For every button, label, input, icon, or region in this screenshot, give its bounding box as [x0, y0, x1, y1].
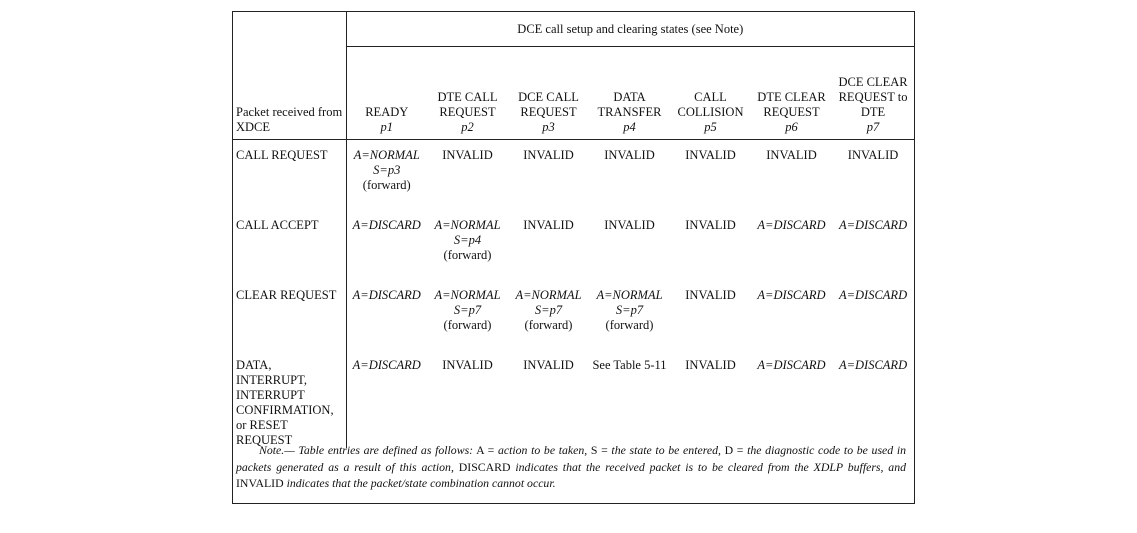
- column-header: [427, 47, 508, 140]
- packet-label: CALL ACCEPT: [233, 210, 346, 280]
- note-g: DISCARD: [453, 459, 516, 474]
- cell-line: S=p7: [534, 303, 563, 317]
- table-note: [236, 442, 906, 492]
- note-c: , S =: [584, 443, 612, 457]
- column-header: [346, 47, 427, 140]
- state-cell: [427, 140, 508, 211]
- state-cell: [346, 280, 427, 350]
- state-cell: [508, 140, 589, 211]
- cell-line: A=NORMAL: [434, 218, 501, 232]
- state-table-grid: [233, 12, 914, 448]
- cell-line: INVALID: [523, 358, 574, 372]
- cell-line: INVALID: [604, 218, 655, 232]
- packet-label: CALL REQUEST: [233, 140, 346, 211]
- state-cell: [670, 210, 751, 280]
- state-cell: [832, 280, 914, 350]
- state-cell: [589, 140, 670, 211]
- cell-line: INVALID: [766, 148, 817, 162]
- cell-line: (forward): [443, 248, 492, 262]
- cell-line: INVALID: [442, 148, 493, 162]
- column-header-code: p5: [704, 120, 717, 134]
- corner-cell: [233, 12, 346, 47]
- cell-line: INVALID: [523, 148, 574, 162]
- cell-line: A=DISCARD: [838, 218, 908, 232]
- state-cell: [346, 140, 427, 211]
- cell-line: A=NORMAL: [434, 288, 501, 302]
- packet-label: CLEAR REQUEST: [233, 280, 346, 350]
- column-header-name: DTE CALL REQUEST: [437, 90, 498, 119]
- cell-line: (forward): [605, 318, 654, 332]
- cell-line: INVALID: [685, 148, 736, 162]
- column-header: [670, 47, 751, 140]
- cell-line: INVALID: [847, 148, 899, 162]
- column-header-code: p7: [866, 120, 880, 134]
- note-h: indicates that the received packet is to be cleared from the XDLP buffers, and: [515, 459, 906, 474]
- column-header-code: p1: [380, 120, 393, 134]
- table-row: [233, 140, 914, 211]
- state-cell: [751, 140, 832, 211]
- note-f: the diagnostic code to be used in packets generated as a result of this action,: [236, 443, 907, 474]
- state-cell: [670, 140, 751, 211]
- packet-label: DATA, INTERRUPT, INTERRUPT CONFIRMATION, or RESET REQUEST: [233, 350, 346, 448]
- column-header-name: DATA TRANSFER: [597, 90, 662, 119]
- cell-line: (forward): [443, 318, 492, 332]
- column-header-name: CALL COLLISION: [677, 90, 744, 119]
- note-i: INVALID: [236, 476, 287, 490]
- state-cell: [751, 210, 832, 280]
- cell-line: A=NORMAL: [515, 288, 582, 302]
- note-j: indicates that the packet/state combination cannot occur.: [286, 476, 556, 490]
- cell-line: A=DISCARD: [352, 218, 421, 232]
- cell-line: A=DISCARD: [838, 358, 908, 372]
- cell-line: INVALID: [442, 358, 493, 372]
- state-cell: [751, 280, 832, 350]
- cell-line: S=p4: [453, 233, 482, 247]
- table-row: [233, 210, 914, 280]
- column-header-code: p6: [785, 120, 798, 134]
- state-cell: [589, 280, 670, 350]
- cell-line: INVALID: [523, 218, 574, 232]
- note-prefix: Note.— Table entries are defined as follows:: [259, 443, 474, 457]
- column-header-name: DTE CLEAR REQUEST: [757, 90, 826, 119]
- cell-line: INVALID: [685, 288, 736, 302]
- state-cell: [670, 280, 751, 350]
- column-header-code: p3: [542, 120, 555, 134]
- column-header-name: READY: [365, 105, 409, 119]
- cell-line: INVALID: [685, 218, 736, 232]
- cell-line: A=NORMAL: [596, 288, 663, 302]
- cell-line: S=p3: [373, 163, 401, 177]
- state-cell: [832, 210, 914, 280]
- cell-line: S=p7: [615, 303, 644, 317]
- state-cell: [589, 210, 670, 280]
- state-cell: [508, 350, 589, 448]
- state-cell: [427, 210, 508, 280]
- row-header-label: Packet received from XDCE: [236, 105, 343, 134]
- cell-line: A=DISCARD: [757, 358, 826, 372]
- state-cell: [832, 350, 914, 448]
- state-cell: [346, 210, 427, 280]
- state-cell: [832, 140, 914, 211]
- cell-line: INVALID: [685, 358, 736, 372]
- cell-line: A=NORMAL: [353, 148, 420, 162]
- state-cell: [670, 350, 751, 448]
- column-header-code: p2: [461, 120, 474, 134]
- state-cell: [508, 280, 589, 350]
- cell-line: (forward): [524, 318, 573, 332]
- cell-line: INVALID: [604, 148, 655, 162]
- cell-line: A=DISCARD: [352, 288, 421, 302]
- cell-line: A=DISCARD: [838, 288, 908, 302]
- span-header: DCE call setup and clearing states (see Note): [346, 12, 914, 47]
- column-header-name: DCE CALL REQUEST: [518, 90, 579, 119]
- state-cell: [346, 350, 427, 448]
- column-header: [589, 47, 670, 140]
- note-b: action to be taken: [497, 443, 585, 457]
- column-header-code: p4: [623, 120, 636, 134]
- state-cell: [427, 350, 508, 448]
- note-a: A =: [473, 443, 498, 457]
- cell-line: A=DISCARD: [757, 288, 826, 302]
- table-row: [233, 350, 914, 448]
- column-header: [508, 47, 589, 140]
- state-cell: [508, 210, 589, 280]
- cell-line: A=DISCARD: [352, 358, 421, 372]
- column-header: [832, 47, 914, 140]
- state-cell: [427, 280, 508, 350]
- state-cell: [751, 350, 832, 448]
- note-e: , D =: [718, 443, 748, 457]
- note-d: the state to be entered: [611, 443, 718, 457]
- column-header: [751, 47, 832, 140]
- table-row: [233, 280, 914, 350]
- state-table: [232, 11, 915, 504]
- cell-line: A=DISCARD: [757, 218, 826, 232]
- cell-line: (forward): [362, 178, 411, 192]
- column-header-name: DCE CLEAR REQUEST to DTE: [838, 75, 908, 119]
- cell-line: S=p7: [453, 303, 482, 317]
- cell-line: See Table 5-11: [592, 358, 667, 372]
- state-cell: [589, 350, 670, 448]
